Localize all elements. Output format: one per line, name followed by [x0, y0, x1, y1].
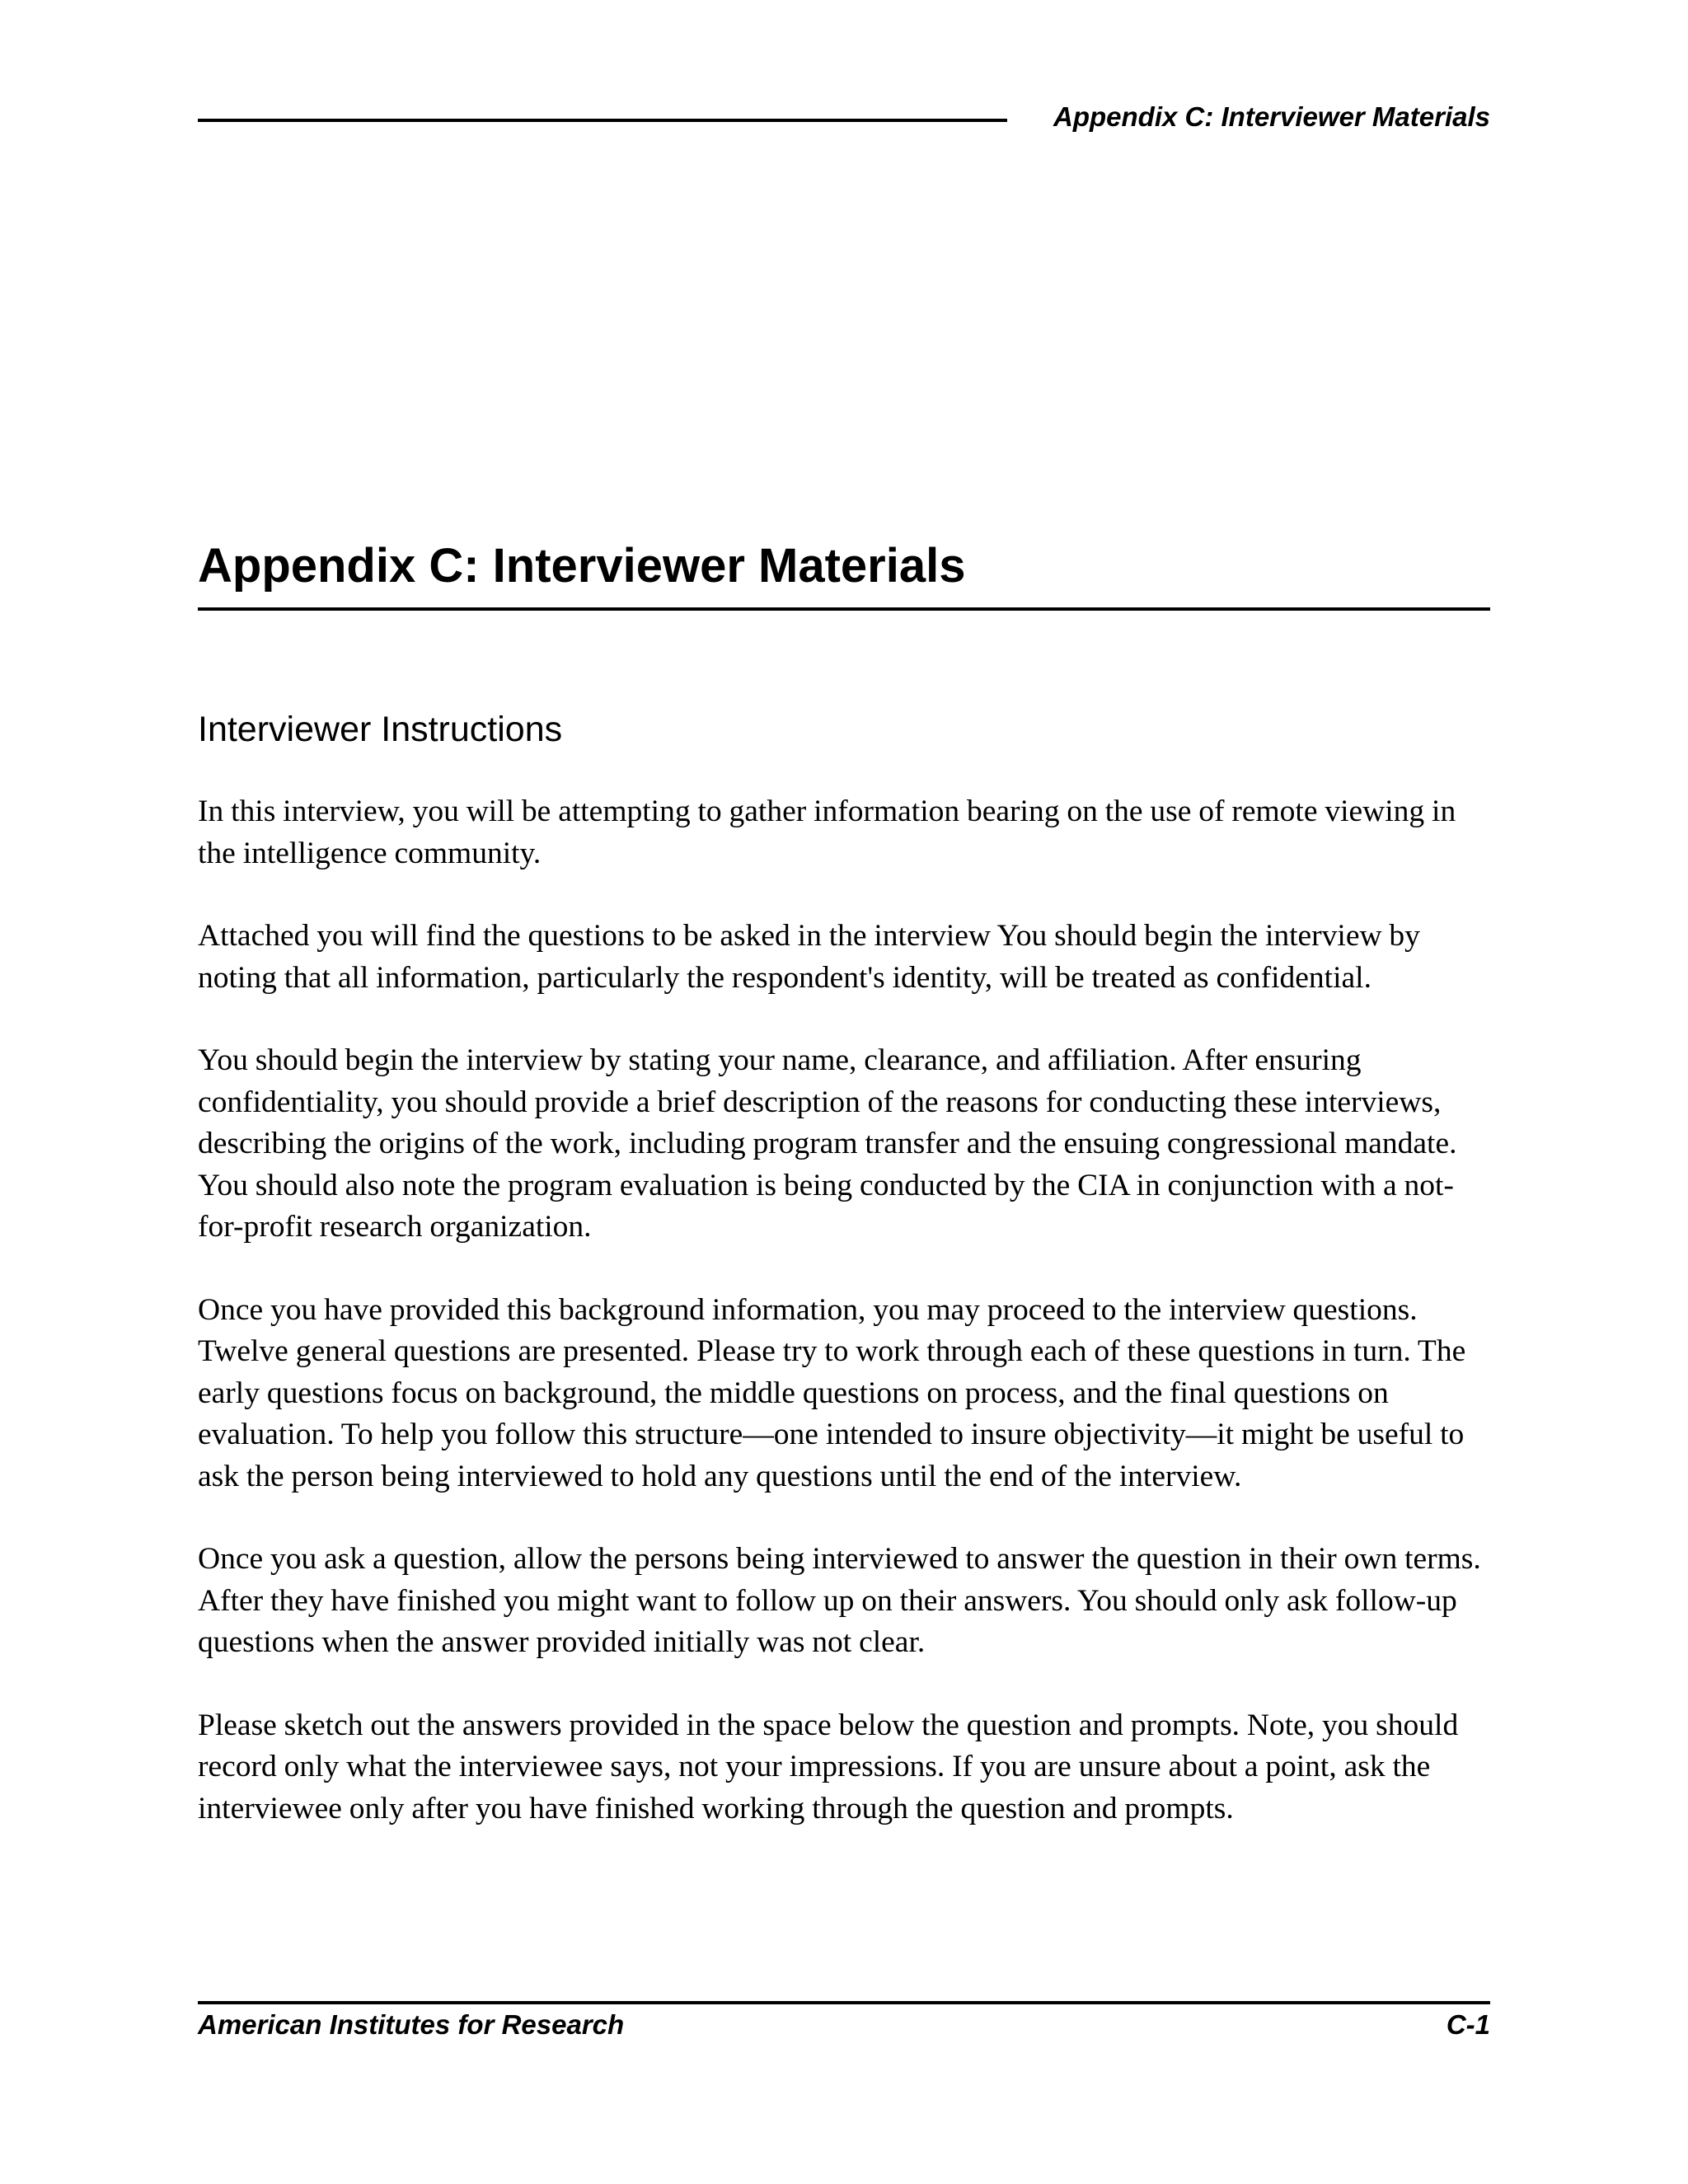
- paragraph-3: You should begin the interview by stating your name, clearance, and affiliation. After ensuring confidentiality, you should provide a brief description of the reasons for conducting these interviews, describing the origins of the work, including program transfer and the ensuing congressional mandate. You should also note the program evaluation is being conducted by the CIA in conjunction with a not-for-profit research organization.: [198, 1043, 1457, 1244]
- header-rule: [198, 119, 1007, 122]
- paragraph-1: In this interview, you will be attempting to gather information bearing on the use of remote viewing in the intelligence community.: [198, 794, 1456, 870]
- page-title: Appendix C: Interviewer Materials: [198, 539, 966, 593]
- paragraph-4: Once you have provided this background information, you may proceed to the interview questions. Twelve general questions are presented. Please try to work through each of these questions in turn. The early questions focus on background, the middle questions on process, and the final questions on evaluation. To help you follow this structure—one intended to insure objectivity—it might be useful to ask the person being interviewed to hold any questions until the end of the interview.: [198, 1292, 1466, 1493]
- paragraph-5: Once you ask a question, allow the persons being interviewed to answer the question in their own terms. After they have finished you might want to follow up on their answers. You should only ask follow-up questions when the answer provided initially was not clear.: [198, 1542, 1481, 1659]
- title-underline: [198, 607, 1490, 611]
- page-number: C-1: [1446, 2009, 1490, 2040]
- footer-organization: American Institutes for Research: [198, 2009, 625, 2040]
- running-header-title: Appendix C: Interviewer Materials: [1053, 101, 1490, 132]
- section-heading: Interviewer Instructions: [198, 710, 563, 749]
- footer-rule: [198, 2001, 1490, 2004]
- body-text: [198, 791, 1496, 1871]
- paragraph-6: Please sketch out the answers provided in the space below the question and prompts. Note, you should record only what the interviewee says, not your impressions. If you are unsure about a point, ask the interviewee only after you have finished working through the question and prompts.: [198, 1708, 1459, 1825]
- paragraph-2: Attached you will find the questions to be asked in the interview You should begin the interview by noting that all information, particularly the respondent's identity, will be treated as confidential.: [198, 919, 1420, 995]
